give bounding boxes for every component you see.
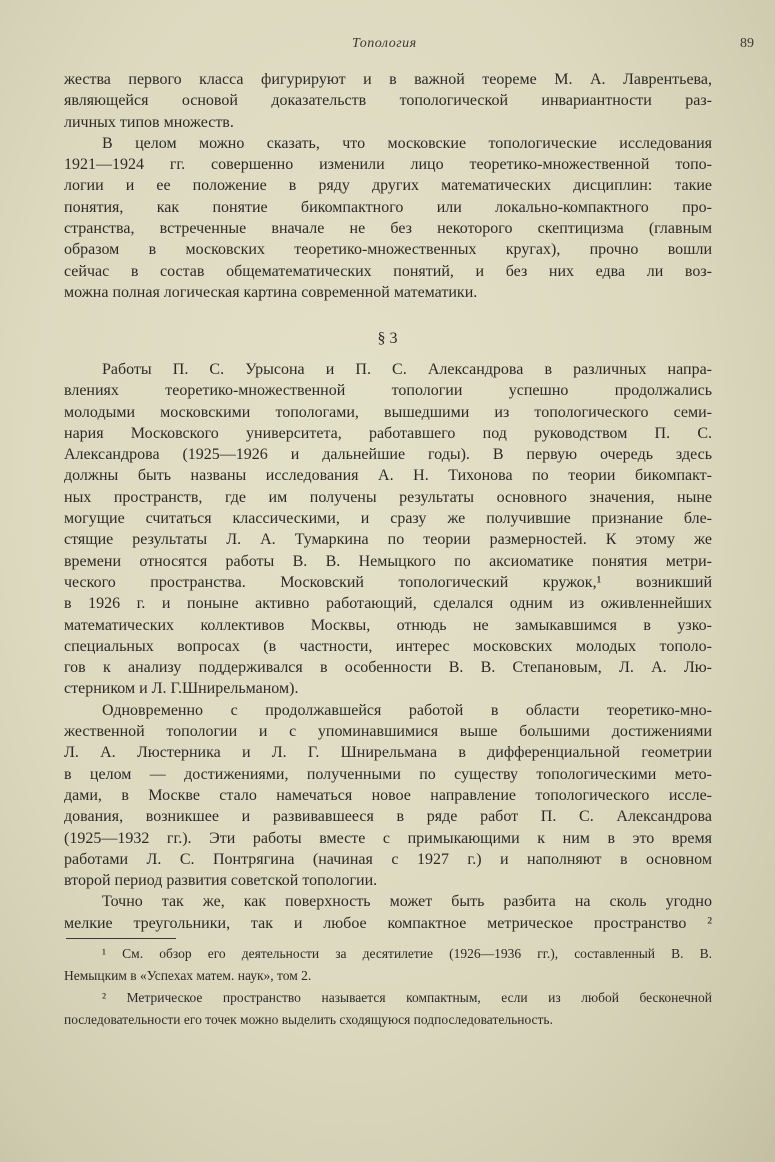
text-line: молодыми московскими топологами, вышедшими из топологического семи- bbox=[64, 403, 712, 421]
text-line: должны быть названы исследования А. Н. Тихонова по теории бикомпакт- bbox=[64, 467, 712, 485]
text-line: логии и ее положение в ряду других математических дисциплин: такие bbox=[64, 177, 712, 195]
paragraph bbox=[64, 891, 712, 934]
paragraph bbox=[64, 133, 712, 303]
footnote-line: последовательности его точек можно выделить сходящуюся подпоследовательность. bbox=[64, 1012, 553, 1027]
text-line: понятия, как понятие бикомпактного или локально-компактного про- bbox=[64, 198, 712, 216]
text-line: могущие считаться классическими, и сразу же получившие признание бле- bbox=[64, 510, 712, 528]
footnote-line: ¹ См. обзор его деятельности за десятилетие (1926—1936 гг.), составленный В. В. bbox=[102, 946, 712, 961]
text-line: сейчас в состав общематематических понятий, и без них едва ли воз- bbox=[64, 262, 712, 280]
text-line: стерником и Л. Г.Шнирельманом). bbox=[64, 680, 299, 698]
footnotes bbox=[64, 943, 712, 1031]
text-line: в 1926 г. и поныне активно работающий, сделался одним из оживленнейших bbox=[64, 595, 712, 613]
text-line: второй период развития советской топологии. bbox=[64, 872, 378, 890]
running-title: Топология bbox=[352, 36, 417, 51]
text-line: времени относятся работы В. В. Немыцкого по аксиоматике понятия метри- bbox=[64, 552, 712, 570]
paragraph bbox=[64, 359, 712, 700]
text-line: дами, в Москве стало намечаться новое направление топологического иссле- bbox=[64, 786, 712, 804]
text-line: влениях теоретико-множественной топологии успешно продолжались bbox=[64, 382, 712, 400]
text-line: Точно так же, как поверхность может быть разбита на сколь угодно bbox=[102, 893, 712, 911]
text-line: жественной топологии и с упоминавшимися выше большими достижениями bbox=[64, 723, 712, 741]
text-line: гов к анализу поддерживался в особенности В. В. Степановым, Л. А. Лю- bbox=[64, 659, 712, 677]
text-line: Александрова (1925—1926 и дальнейшие годы). В первую очередь здесь bbox=[64, 446, 712, 464]
text-line: мелкие треугольники, так и любое компактное метрическое пространство ² bbox=[64, 914, 712, 932]
text-line: жества первого класса фигурируют и в важной теореме М. А. Лаврентьева, bbox=[64, 71, 712, 88]
footnote-line: ² Метрическое пространство называется компактным, если из любой бесконечной bbox=[102, 990, 712, 1005]
paragraph bbox=[64, 700, 712, 892]
footnote-separator bbox=[66, 938, 176, 939]
text-line: можна полная логическая картина современной математики. bbox=[64, 283, 478, 301]
text-line: являющейся основой доказательств топологической инвариантности раз- bbox=[64, 92, 712, 110]
text-line: математических коллективов Москвы, отнюдь не замыкавшимся в узко- bbox=[64, 616, 712, 634]
text-line: стящие результаты Л. А. Тумаркина по теории размерностей. К этому же bbox=[64, 531, 712, 549]
text-line: странства, встреченные вначале не без некоторого скептицизма (главным bbox=[64, 220, 712, 238]
footnote-line: Немыцким в «Успехах матем. наук», том 2. bbox=[64, 968, 312, 983]
text-line: дования, возникшее и развивавшееся в ряде работ П. С. Александрова bbox=[64, 808, 712, 826]
text-line: образом в московских теоретико-множественных кругах), прочно вошли bbox=[64, 241, 712, 259]
text-line: специальных вопросах (в частности, интерес московских молодых тополо- bbox=[64, 637, 712, 655]
text-line: (1925—1932 гг.). Эти работы вместе с примыкающими к ним в это время bbox=[64, 829, 712, 847]
text-line: Л. А. Люстерника и Л. Г. Шнирельмана в дифференциальной геометрии bbox=[64, 744, 712, 762]
text-line: личных типов множеств. bbox=[64, 113, 234, 131]
text-line: Одновременно с продолжавшейся работой в области теоретико-мно- bbox=[102, 701, 712, 719]
text-line: в целом — достижениями, полученными по существу топологическими мето- bbox=[64, 765, 712, 783]
body-text-main bbox=[64, 359, 712, 934]
footnote bbox=[64, 987, 712, 1031]
text-line: работами Л. С. Понтрягина (начиная с 1927 г.) и наполняют в основном bbox=[64, 850, 712, 868]
body-text-top bbox=[64, 69, 712, 303]
paragraph bbox=[64, 69, 712, 133]
footnote bbox=[64, 943, 712, 987]
text-line: В целом можно сказать, что московские топологические исследования bbox=[102, 134, 712, 152]
text-line: ческого пространства. Московский топологический кружок,¹ возникший bbox=[64, 573, 712, 591]
page-number: 89 bbox=[740, 36, 754, 51]
text-line: 1921—1924 гг. совершенно изменили лицо теоретико-множественной топо- bbox=[64, 156, 712, 174]
running-header bbox=[0, 36, 775, 56]
text-line: Работы П. С. Урысона и П. С. Александрова в различных напра- bbox=[102, 361, 712, 378]
section-heading: § 3 bbox=[377, 330, 398, 347]
text-line: нария Московского университета, работавшего под руководством П. С. bbox=[64, 424, 712, 442]
text-line: ных пространств, где им получены результаты основного значения, ныне bbox=[64, 488, 712, 506]
